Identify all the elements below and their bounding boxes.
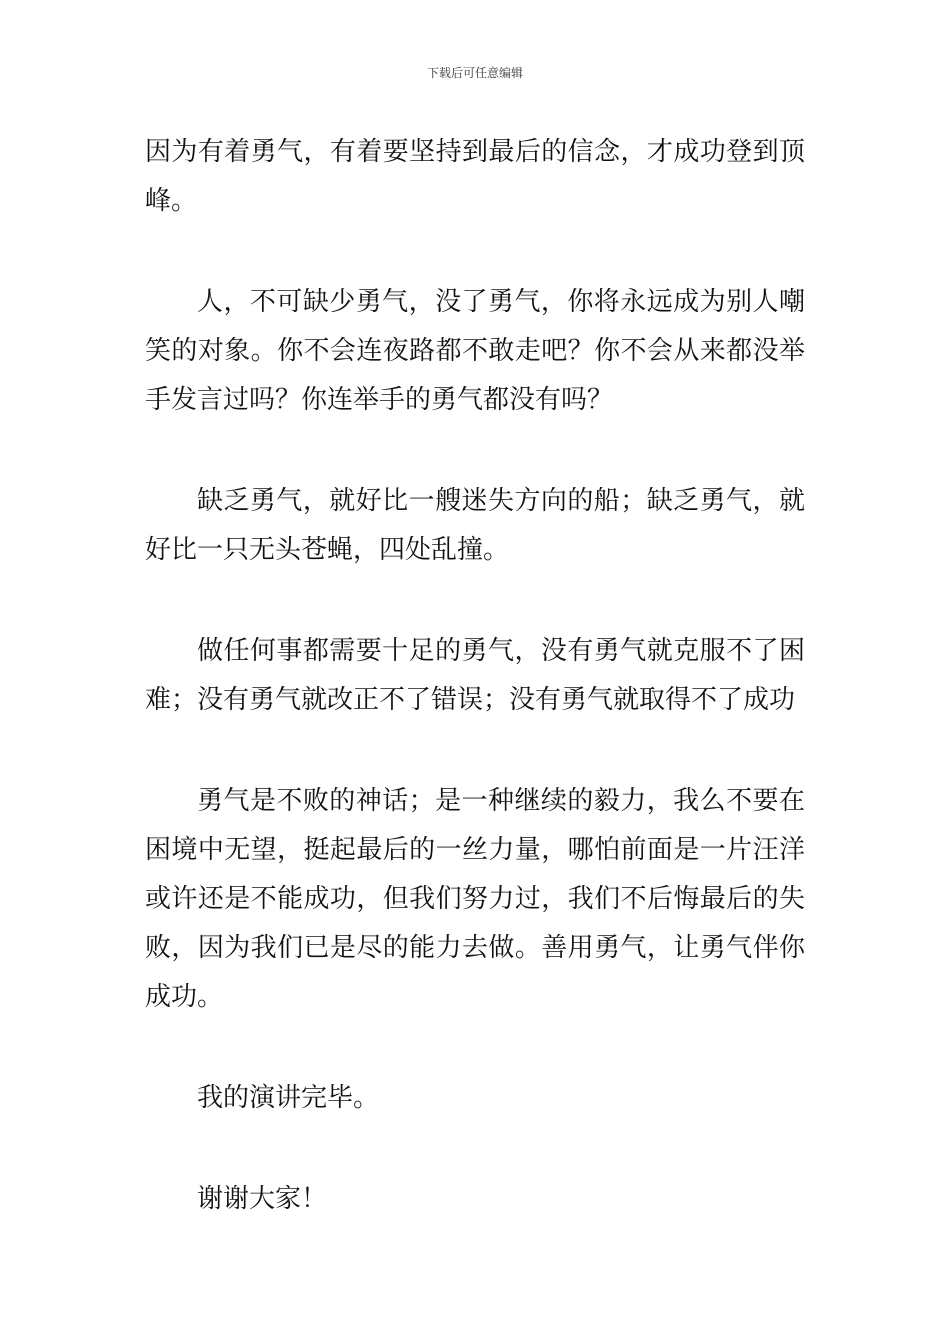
header-note: 下载后可任意编辑 (426, 66, 523, 80)
paragraph: 人，不可缺少勇气，没了勇气，你将永远成为别人嘲笑的对象。你不会连夜路都不敢走吧？你不会从来都没举手发言过吗？你连举手的勇气都没有吗？ (145, 287, 805, 415)
paragraph: 做任何事都需要十足的勇气，没有勇气就克服不了困难；没有勇气就改正不了错误；没有勇气就取得不了成功 (145, 636, 805, 715)
paragraph-continuation: 因为有着勇气，有着要坚持到最后的信念，才成功登到顶峰。 (145, 137, 805, 216)
closing-line: 我的演讲完毕。 (197, 1083, 380, 1113)
paragraph: 勇气是不败的神话；是一种继续的毅力，我么不要在困境中无望，挺起最后的一丝力量，哪怕前面是一片汪洋或许还是不能成功，但我们努力过，我们不后悔最后的失败，因为我们已是尽的能力去做。善用勇气，让勇气伴你成功。 (145, 786, 805, 1012)
thanks-line: 谢谢大家！ (197, 1184, 328, 1214)
paragraph: 缺乏勇气，就好比一艘迷失方向的船；缺乏勇气，就好比一只无头苍蝇，四处乱撞。 (145, 486, 805, 565)
document-body (145, 128, 805, 1224)
